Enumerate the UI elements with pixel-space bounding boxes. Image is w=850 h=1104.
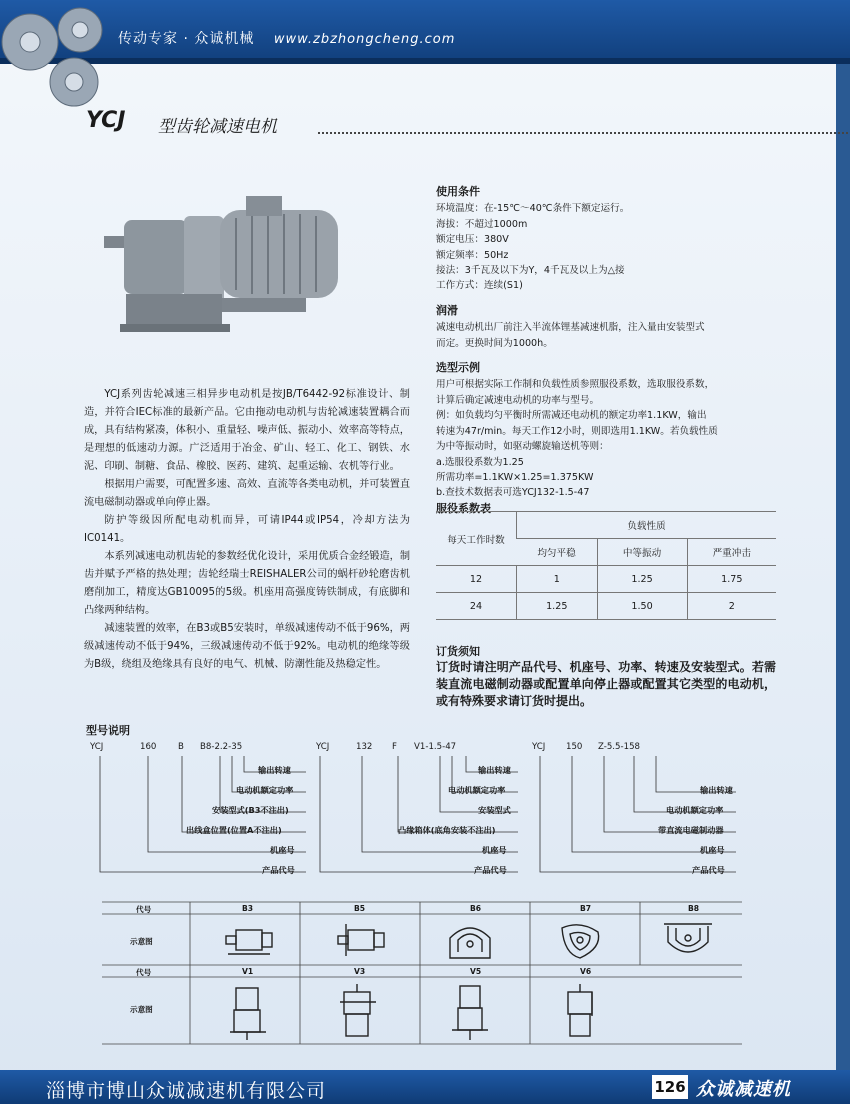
model-label: 输出转速 [478,765,511,775]
mount-code: V5 [470,967,482,976]
spec-line: 而定。更换时间为1000h。 [436,337,553,349]
mount-v1-icon [226,982,270,1042]
table-header-cell: 负载性质 [517,512,777,539]
footer-brand: 众诚减速机 [696,1079,791,1100]
table-cell: 1.50 [597,593,687,620]
table-header-cell: 中等振动 [597,539,687,566]
conditions-section [436,184,776,294]
mount-code-label: 代号 [136,905,152,914]
mount-b8-icon [658,918,718,962]
model-label: 产品代号 [692,865,725,875]
table-header-row [436,512,776,539]
model-code: YCJ [90,742,104,752]
table-row [436,593,776,620]
section-title: 使用条件 [436,185,480,198]
model-label: 机座号 [482,845,507,855]
table-cell: 1.25 [517,593,598,620]
model-label: 输出转速 [258,765,291,775]
selection-section [436,360,776,516]
model-label: 产品代号 [262,865,295,875]
mount-v3-icon [336,982,380,1042]
spec-line: 工作方式：连续(S1) [436,280,523,292]
mount-b5-icon [330,920,390,960]
table-header-cell: 严重冲击 [687,539,776,566]
page-number: 126 [652,1075,688,1099]
spec-line: 接法：3千瓦及以下为Y，4千瓦及以上为△接 [436,265,625,277]
model-label: 机座号 [700,845,725,855]
model-code: YCJ [316,742,330,752]
mount-v5-icon [448,982,492,1042]
section-title: 润滑 [436,303,458,317]
mount-code: B7 [580,904,592,913]
model-code: F [392,742,397,752]
model-label: 带直流电磁制动器 [658,825,724,835]
lubrication-section [436,303,776,351]
table-header-cell: 每天工作时数 [436,512,517,566]
mount-code: B6 [470,904,482,913]
table-row [436,566,776,593]
table-cell: 2 [687,593,776,620]
table-cell: 1.25 [597,566,687,593]
model-code: YCJ [532,742,546,752]
spec-line: 计算后确定减速电动机的功率与型号。 [436,394,600,406]
intro-text [84,386,410,674]
spec-line: 额定频率：50Hz [436,249,509,261]
spec-line: 例：如负载均匀平衡时所需减还电动机的额定功率1.1KW，输出 [436,410,707,422]
intro-paragraph: YCJ系列齿轮减速三相异步电动机是按JB/T6442-92标准设计、制造，并符合IEC标准的最新产品。它由拖动电动机与齿轮减速装置耦合而成，具有结构紧凑，体积小、重量轻、噪声低、振动小、效率高等特点，是理想的低速动力源。广泛适用于冶金、矿山、轻工、化工、钢铁、水泥、印刷、制糖、食品、橡胶、医药、建筑、起重运输、农机等行业。 [84,389,410,472]
order-notes [436,643,776,710]
spec-line: b.查技术数据表可选YCJ132-1.5-47 [436,487,590,499]
spec-line: 海拔：不超过1000m [436,218,528,230]
title-model: YCJ [86,108,126,133]
model-code: B8-2.2-35 [200,742,243,752]
header-tagline: 传动专家 · 众诚机械 [118,31,255,47]
model-code: Z-5.5-158 [598,742,641,752]
model-label: 输出转速 [700,785,733,795]
spec-line: 为中等振动时，如驱动螺旋输送机等则： [436,441,609,453]
intro-paragraph: 防护等级因所配电动机而异，可请IP44或IP54，冷却方法为IC0141。 [84,515,410,544]
model-code: 150 [566,742,583,752]
mount-code: V6 [580,967,592,976]
section-title: 选型示例 [436,361,480,375]
model-label: 电动机额定功率 [666,805,724,815]
model-label: 产品代号 [474,865,507,875]
mount-b3-icon [218,920,278,960]
mount-v6-icon [558,982,602,1042]
model-code: V1-1.5-47 [414,742,457,752]
header-url[interactable]: www.zbzhongcheng.com [273,32,456,47]
mount-code: B8 [688,904,700,913]
spec-line: 环境温度：在-15℃～40℃条件下额定运行。 [436,203,630,215]
model-label: 机座号 [270,845,295,855]
motor-image [96,190,358,350]
table-cell: 1 [517,566,598,593]
mount-code: V3 [354,967,366,976]
gears-icon [0,0,120,120]
model-label: 出线盒位置(位置A不注出) [186,825,282,835]
service-factor-table [436,511,776,620]
title-name: 型齿轮减速电机 [158,117,277,137]
model-code: B [178,742,184,752]
mount-code: B5 [354,904,366,913]
mount-code-label: 代号 [136,968,152,977]
spec-line: a.选服役系数为1.25 [436,456,524,468]
table-title: 服役系数表 [436,501,491,515]
mount-diagram-label: 示意图 [130,1005,153,1014]
page-title [86,108,766,140]
order-body: 订货时请注明产品代号、机座号、功率、转速及安装型式。若需装直流电磁制动器或配置单向停止器或配置其它类型的电动机，或有特殊要求请订货时提出。 [436,660,776,708]
right-edge-bar [836,60,850,1070]
intro-paragraph: 减速装置的效率，在B3或B5安装时，单级减速传动不低于96%，两级减速传动不低于94%，三级减速传动不低于92%。电动机的绝缘等级为B级，绕组及绝缘具有良好的电气、机械、防潮性能及热稳定性。 [84,623,410,670]
spec-line: 减速电动机出厂前注入半流体锂基减速机脂，注入量由安装型式 [436,322,705,334]
spec-line: 额定电压：380V [436,234,509,246]
table-cell: 12 [436,566,517,593]
title-rule [318,132,848,134]
intro-paragraph: 本系列减速电动机齿轮的参数经优化设计，采用优质合金经锻造，制齿并赋予严格的热处理；齿轮经瑞士REISHALER公司的蜗杆砂轮磨齿机磨削加工，精度达GB10095的5级。机座用高强度铸铁制成，有底脚和凸缘两种结构。 [84,551,411,616]
intro-paragraph: 根据用户需要，可配置多速、高效、直流等各类电动机，并可装置直流电磁制动器或单向停止器。 [84,479,411,508]
spec-line: 所需功率=1.1KW×1.25=1.375KW [436,471,594,483]
model-label: 电动机额定功率 [236,785,294,795]
mount-code: B3 [242,904,254,913]
mount-b6-icon [440,918,500,962]
table-cell: 1.75 [687,566,776,593]
order-title: 订货须知 [436,645,480,658]
model-label: 凸缘箱体(底角安装不注出) [398,825,496,835]
footer-company: 淄博市博山众诚减速机有限公司 [46,1080,327,1102]
mount-b7-icon [550,918,610,962]
spec-line: 用户可根据实际工作制和负载性质参照服役系数，选取服役系数， [436,379,715,391]
model-title: 型号说明 [86,724,130,737]
header-text [118,28,455,48]
model-code: 132 [356,742,373,752]
mount-code: V1 [242,967,254,976]
model-label: 电动机额定功率 [448,785,506,795]
model-label: 安装型式(B3不注出) [212,805,289,815]
table-header-cell: 均匀平稳 [517,539,598,566]
mount-diagram-label: 示意图 [130,937,153,946]
model-code: 160 [140,742,157,752]
header-stripe [0,58,850,64]
spec-column [436,184,776,525]
table-cell: 24 [436,593,517,620]
model-label: 安装型式 [478,805,511,815]
spec-line: 转速为47r/min。每天工作12小时，则即选用1.1KW。若负载性质 [436,425,718,437]
